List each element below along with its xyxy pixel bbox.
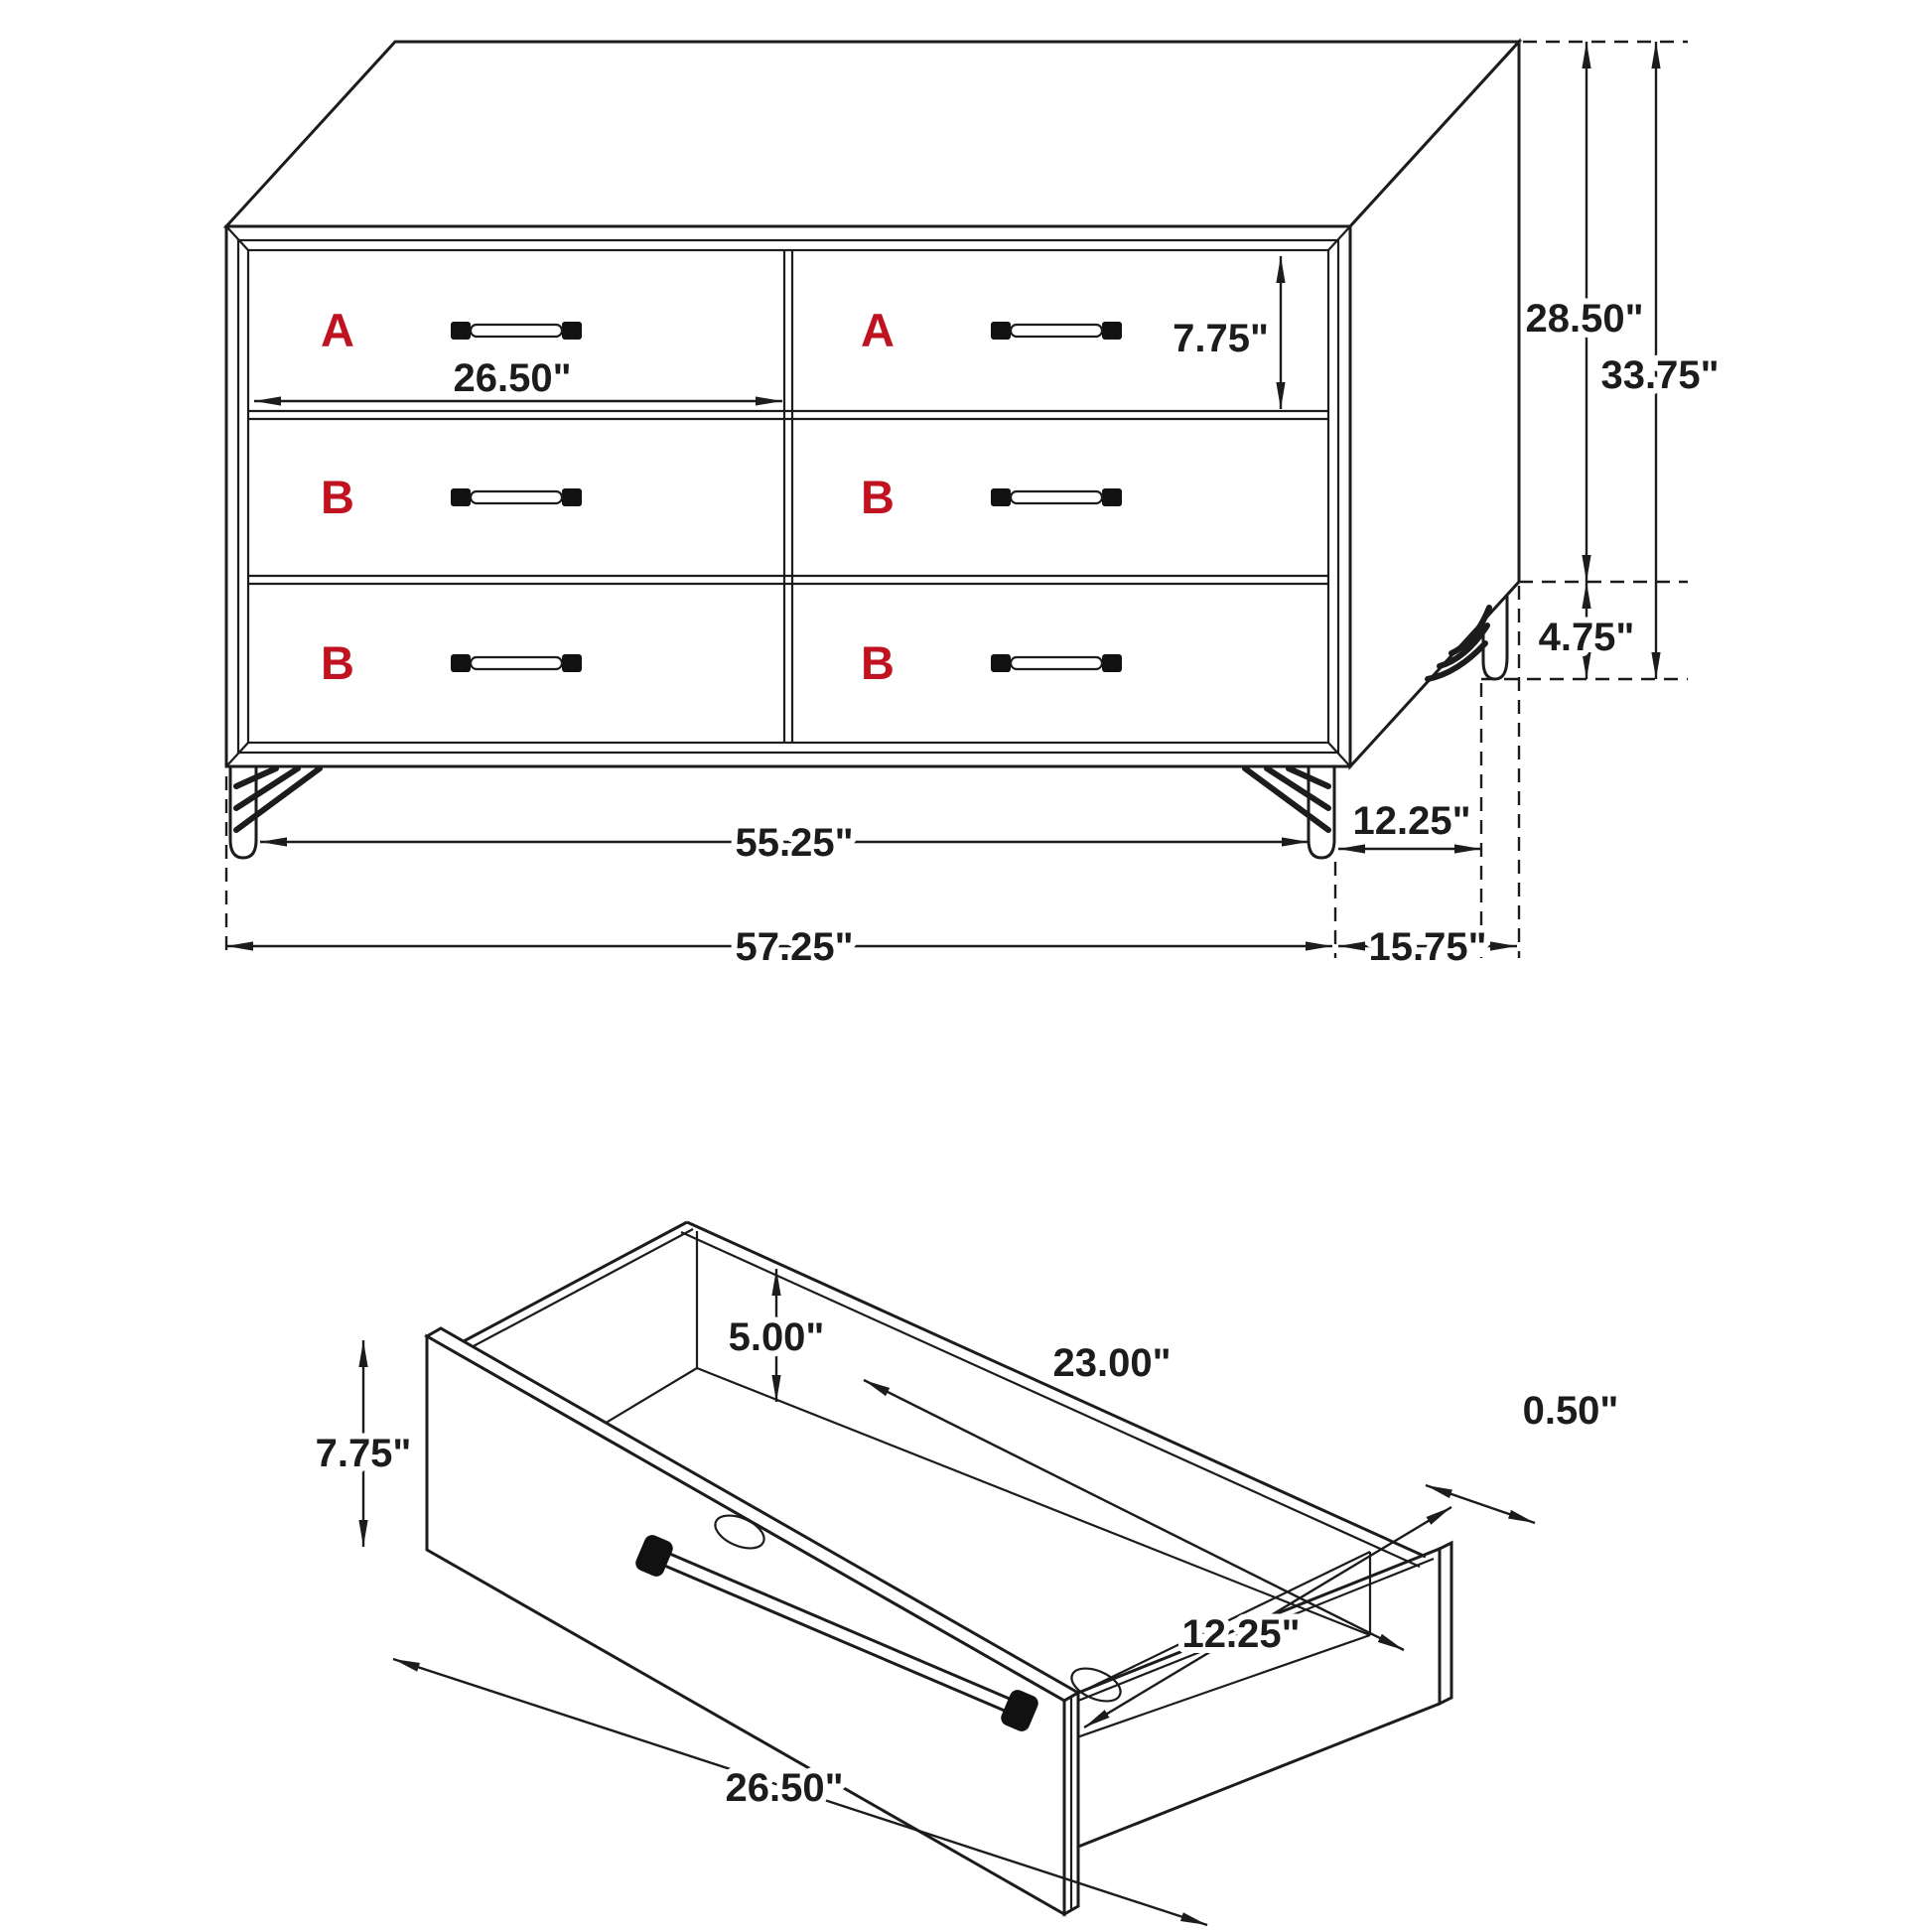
dim-total-depth: 15.75": [1368, 925, 1487, 969]
dim-inner-length: 23.00": [1052, 1341, 1172, 1385]
dim-leg-height: 4.75": [1538, 616, 1635, 659]
dim-inner-depth: 5.00": [728, 1315, 825, 1359]
drawer-letter-a1: A: [321, 304, 354, 356]
dim-panel-thickness-arrow: [1426, 1485, 1535, 1523]
dresser-front-face: [226, 226, 1350, 766]
front-right-leg: [1245, 766, 1334, 858]
drawer-front-panel: [427, 1328, 1078, 1914]
dresser-view: [226, 42, 1720, 969]
dim-drawer-height: 7.75": [1173, 317, 1269, 360]
drawer-detail-view: [316, 1222, 1619, 1925]
dim-inner-width: 12.25": [1181, 1612, 1301, 1656]
dim-front-width: 26.50": [725, 1766, 844, 1810]
dim-leg-inset-depth: 12.25": [1352, 799, 1471, 843]
dim-body-height: 28.50": [1525, 297, 1644, 341]
front-left-leg: [230, 766, 320, 858]
drawer-letter-b1: B: [321, 471, 354, 523]
dim-total-height: 33.75": [1600, 353, 1720, 397]
dresser-top-face: [226, 42, 1519, 226]
drawer-front-face: [427, 1336, 1064, 1914]
drawer-right-side: [1078, 1543, 1451, 1847]
dim-panel-thickness: 0.50": [1522, 1389, 1619, 1433]
dim-width-between-legs: 55.25": [735, 821, 854, 865]
drawer-letter-b3: B: [321, 636, 354, 689]
drawer-letter-b2: B: [861, 471, 895, 523]
drawer-letter-b4: B: [861, 636, 895, 689]
dim-front-height: 7.75": [315, 1432, 412, 1475]
dim-total-width: 57.25": [735, 925, 854, 969]
dim-inner-length-arrow: [864, 1380, 1404, 1650]
drawer-right-side-end: [1440, 1543, 1451, 1704]
dim-drawer-width: 26.50": [453, 356, 572, 400]
drawer-letter-a2: A: [861, 304, 895, 356]
